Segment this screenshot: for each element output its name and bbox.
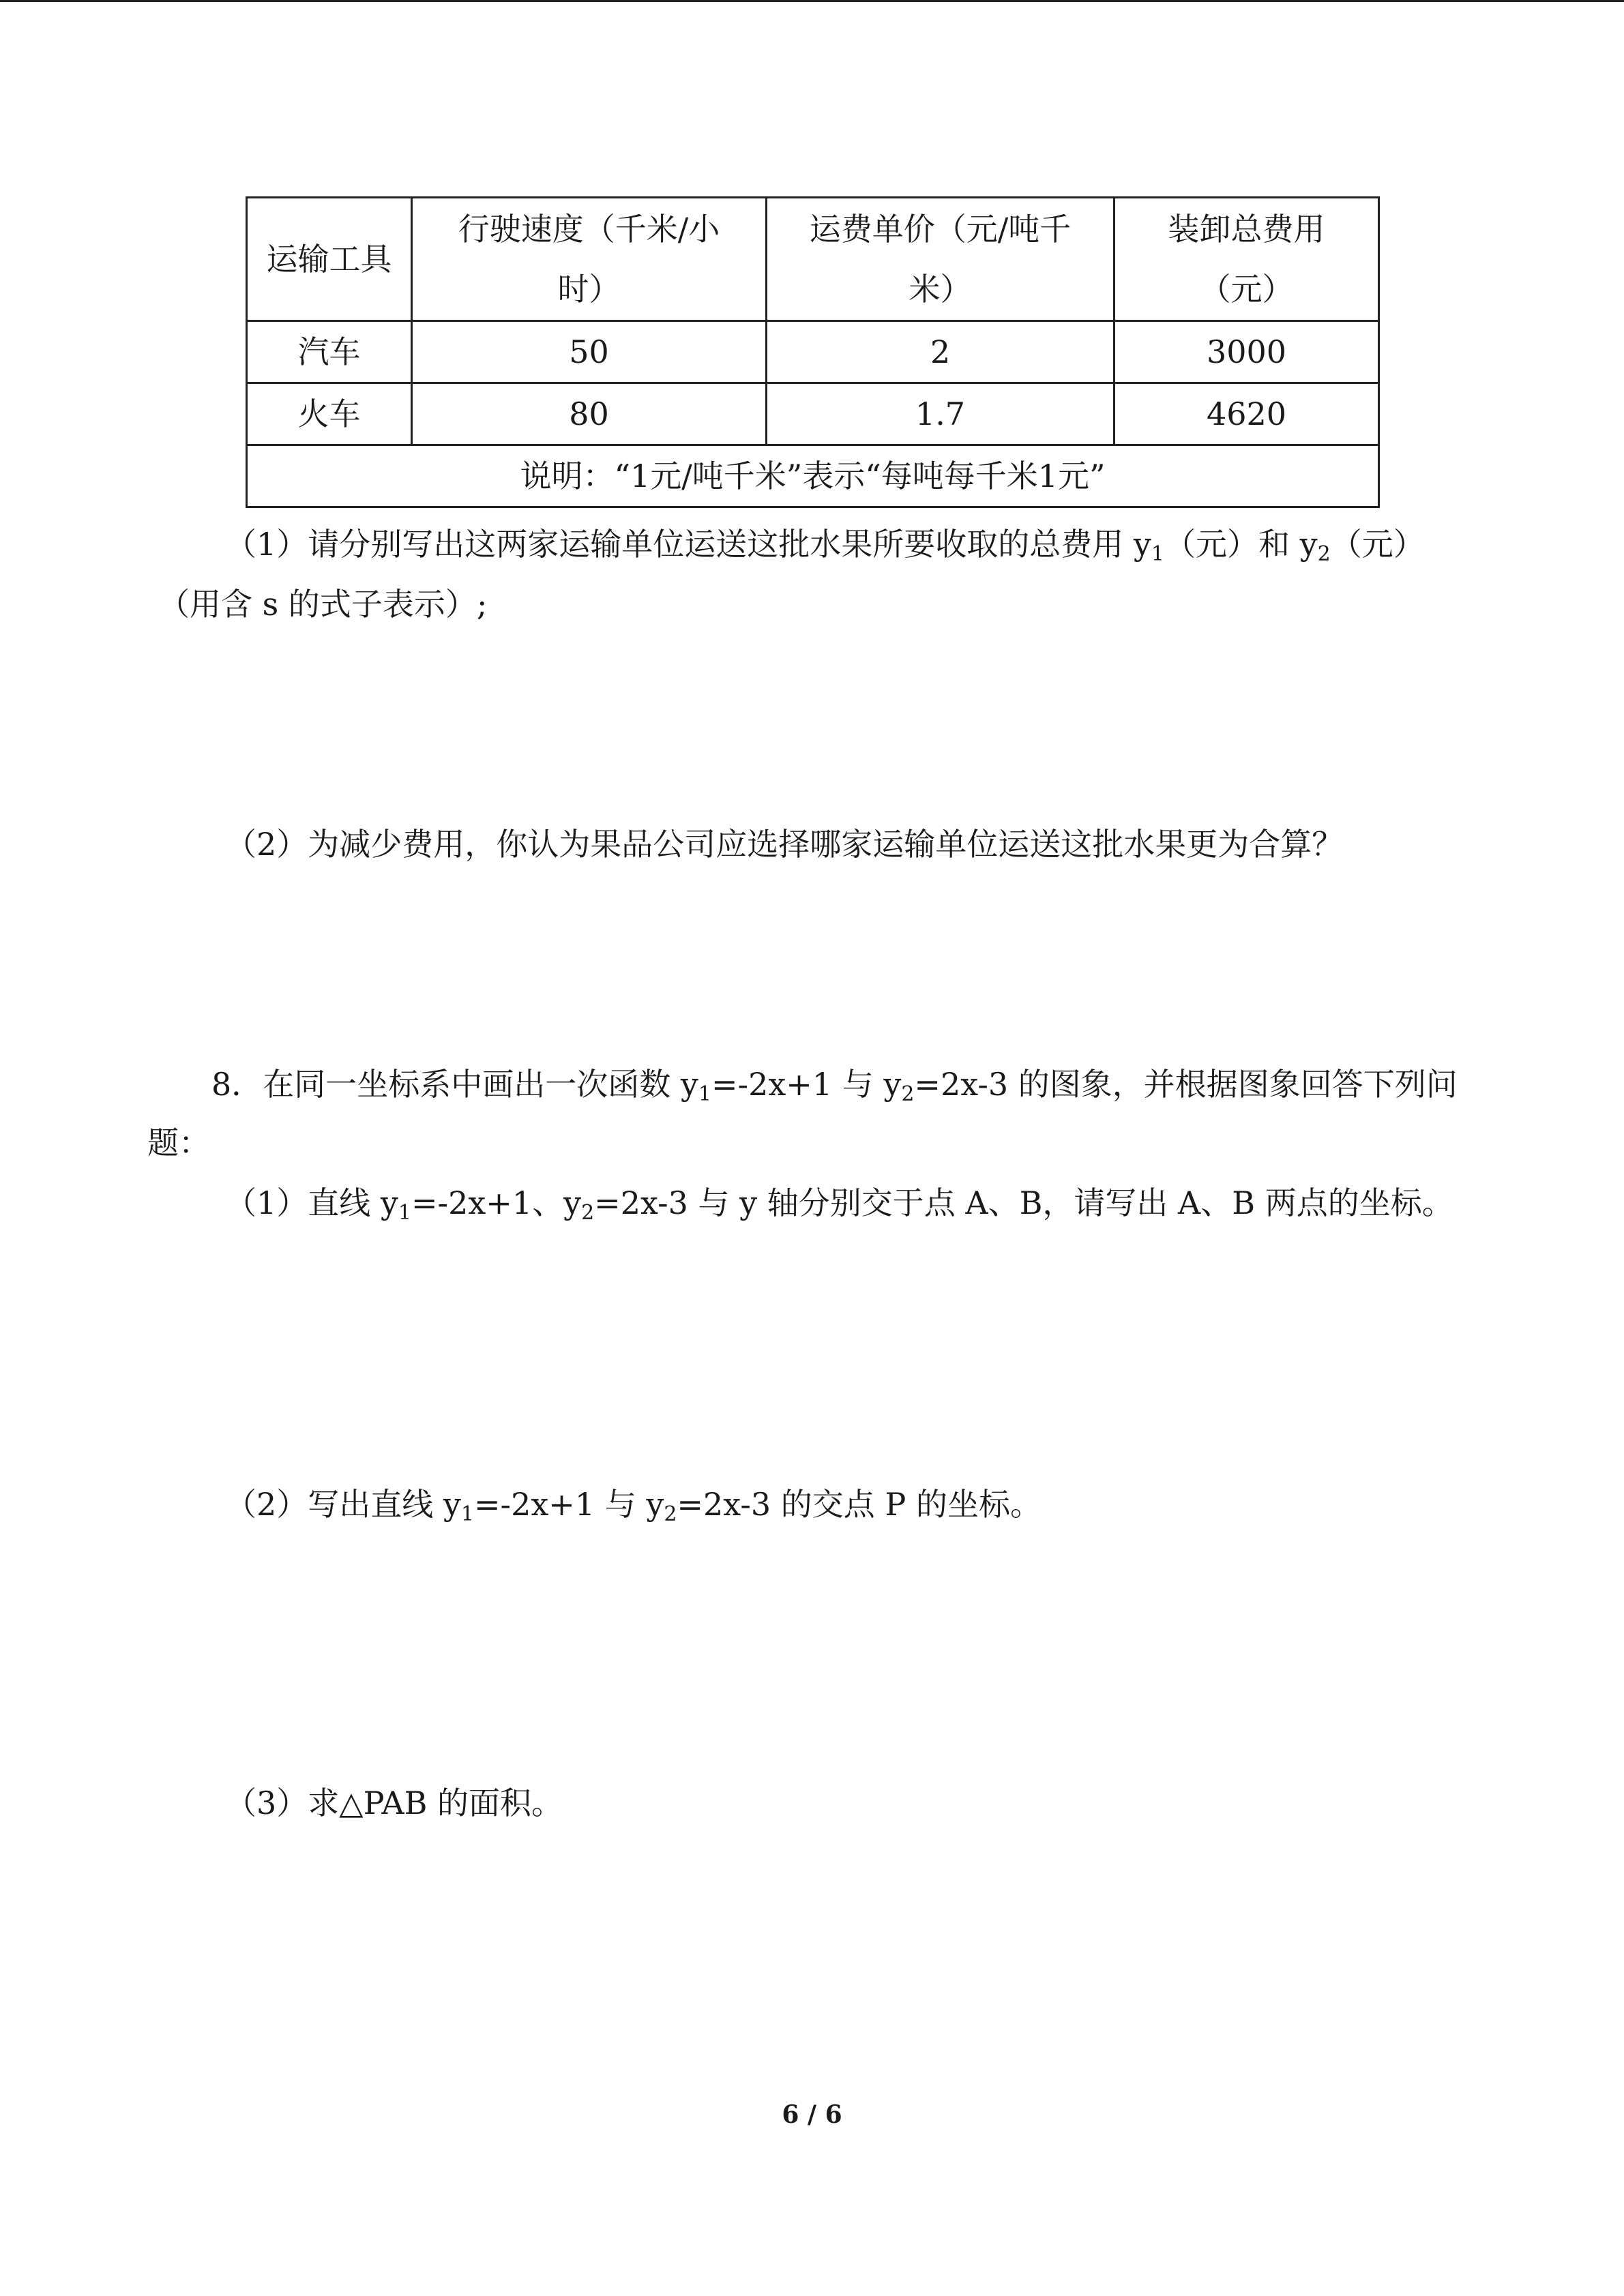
table-row <box>247 383 1379 445</box>
top-border-line <box>0 0 1624 2</box>
cell-transport: 汽车 <box>247 321 412 383</box>
cell-loading-cost: 4620 <box>1114 383 1379 445</box>
q8-intro-line1: 8．在同一坐标系中画出一次函数 $y_1=-2x+1$ 与 $y_2=2x-3$ 的图象，并根据图象回答下列问 <box>211 1066 1458 1106</box>
cell-speed: 80 <box>412 383 767 445</box>
q8-part2: （2）写出直线 $y_1=-2x+1$ 与 $y_2=2x-3$ 的交点 P 的坐标。 <box>225 1486 1042 1526</box>
header-unit-price: 运费单价（元/吨千米） <box>767 198 1114 321</box>
header-speed: 行驶速度（千米/小时） <box>412 198 767 321</box>
page-number: 6 / 6 <box>782 2100 842 2129</box>
header-loading-cost: 装卸总费用（元） <box>1114 198 1379 321</box>
table-header-row <box>247 198 1379 321</box>
cell-transport: 火车 <box>247 383 412 445</box>
table-note-row <box>247 445 1379 507</box>
q7-part1-line2: （用含 s 的式子表示）; <box>158 586 488 623</box>
q7-part2: （2）为减少费用，你认为果品公司应选择哪家运输单位运送这批水果更为合算？ <box>225 826 1344 863</box>
q8-part3: （3）求△PAB 的面积。 <box>225 1785 563 1821</box>
cell-speed: 50 <box>412 321 767 383</box>
table-note: 说明：“1元/吨千米”表示“每吨每千米1元” <box>247 445 1379 507</box>
header-transport: 运输工具 <box>247 198 412 321</box>
q8-intro-line2: 题： <box>147 1124 210 1161</box>
freight-comparison-table <box>246 196 1380 508</box>
cell-unit-price: 1.7 <box>767 383 1114 445</box>
cell-loading-cost: 3000 <box>1114 321 1379 383</box>
table-row <box>247 321 1379 383</box>
q8-part1: （1）直线 $y_1=-2x+1$、$y_2=2x-3$ 与 y 轴分别交于点 A、B，请写出 A、B 两点的坐标。 <box>225 1184 1453 1225</box>
q7-part1-line1: （1）请分别写出这两家运输单位运送这批水果所要收取的总费用 $y_1$（元）和 $y_2$（元） <box>225 526 1425 566</box>
cell-unit-price: 2 <box>767 321 1114 383</box>
